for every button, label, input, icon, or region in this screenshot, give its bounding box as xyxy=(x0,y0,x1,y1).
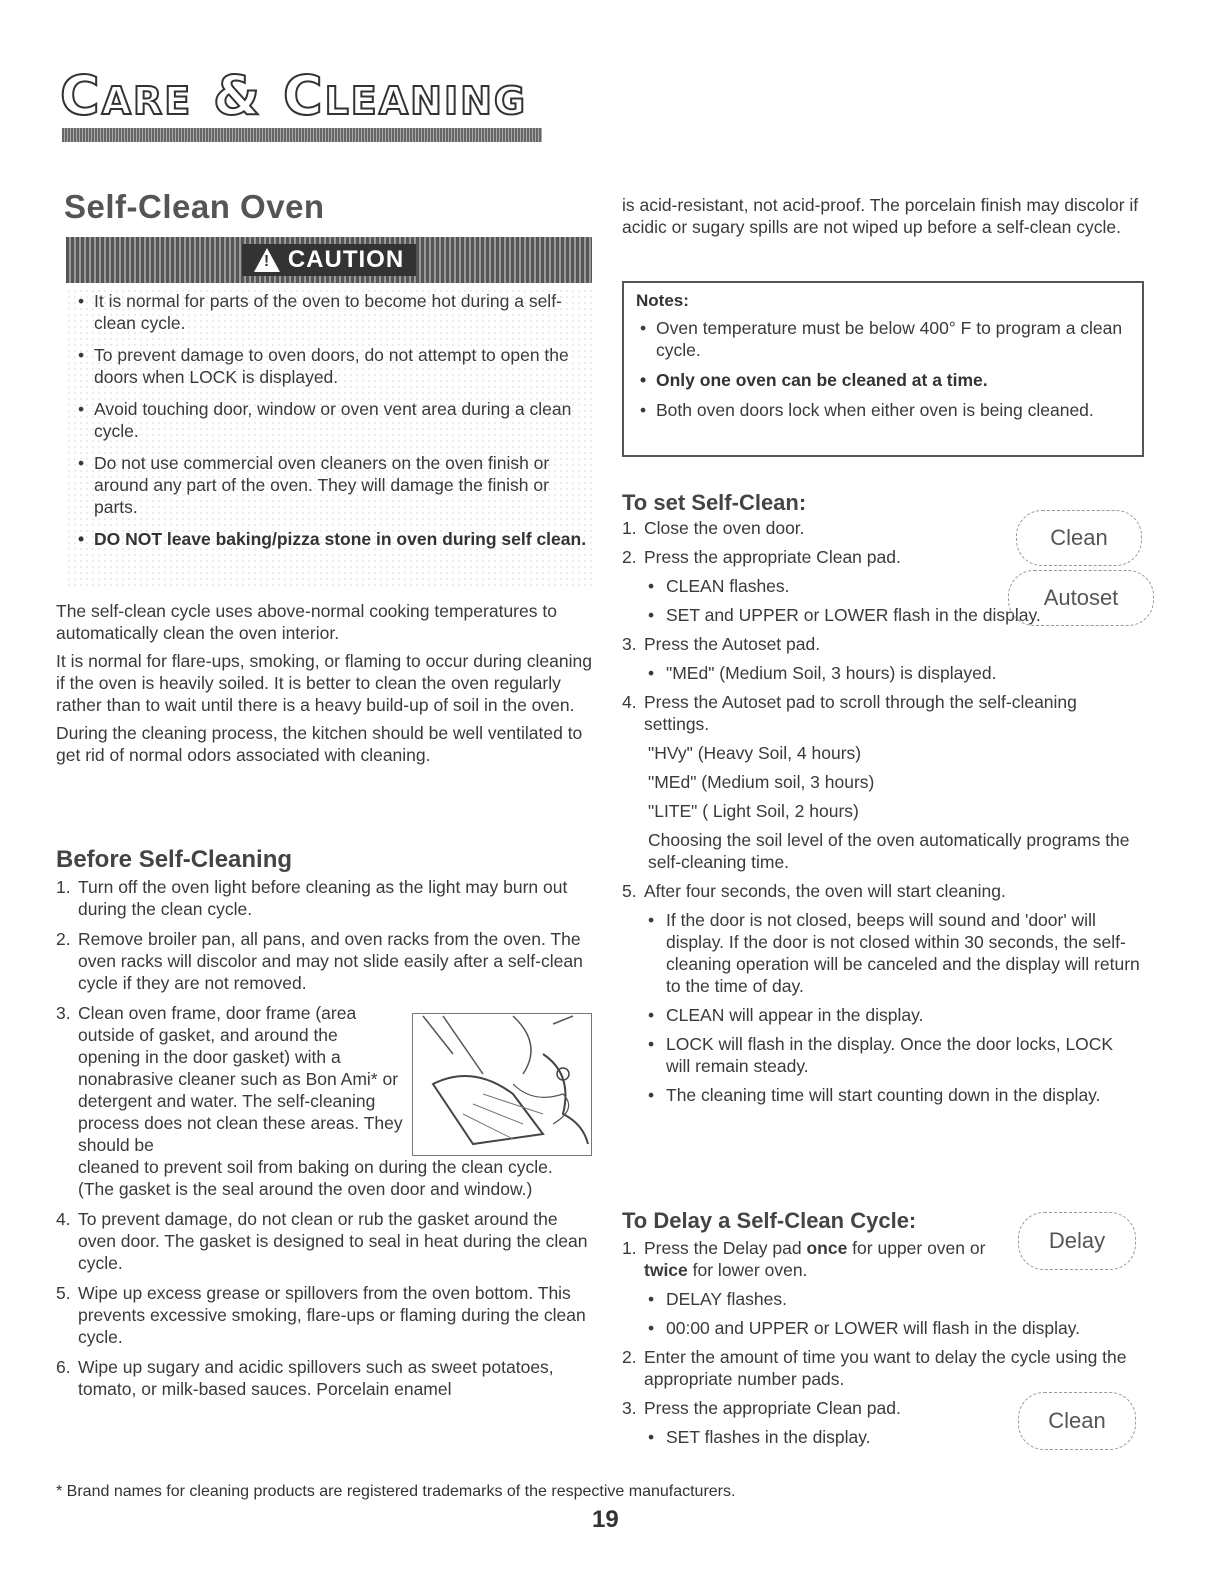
step: 1. Close the oven door. xyxy=(622,518,805,538)
step: 3. Press the appropriate Clean pad. xyxy=(622,1398,901,1418)
porcelain-continuation: is acid-resistant, not acid-proof. The porcelain finish may discolor if acidic or sugary spills are not wiped up before a self-clean cycle. xyxy=(622,195,1139,237)
caution-item: • Avoid touching door, window or oven vent area during a clean cycle. xyxy=(76,398,592,442)
item-number: 4. xyxy=(56,1209,71,1229)
step-text: Press the appropriate Clean pad. xyxy=(644,1398,901,1418)
item-text: To prevent damage, do not clean or rub the gasket around the oven door. The gasket is designed to seal in heat during the clean cycle. xyxy=(78,1209,588,1273)
caution-banner xyxy=(66,237,592,283)
step-bullet: • CLEAN will appear in the display. xyxy=(644,1004,1142,1026)
step-bullet: • CLEAN flashes. xyxy=(644,575,1142,597)
delay-pad: Delay xyxy=(1018,1212,1136,1270)
trademark-footnote: * Brand names for cleaning products are registered trademarks of the respective manufacturers. xyxy=(56,1483,736,1500)
step-bullet: • 00:00 and UPPER or LOWER will flash in the display. xyxy=(644,1317,1142,1339)
step-bullet: • SET and UPPER or LOWER flash in the display. xyxy=(644,604,1142,626)
gasket-drawing xyxy=(413,1014,591,1155)
step-text: Enter the amount of time you want to delay the cycle using the appropriate number pads. xyxy=(644,1347,1127,1389)
step-bullet: • DELAY flashes. xyxy=(644,1288,1142,1310)
item-number: 3. xyxy=(56,1003,71,1023)
delay-heading: To Delay a Self-Clean Cycle: xyxy=(622,1208,917,1233)
caution-item: • It is normal for parts of the oven to become hot during a self-clean cycle. xyxy=(76,290,592,334)
caution-item: • Do not use commercial oven cleaners on the oven finish or around any part of the oven. They will damage the finish or parts. xyxy=(76,452,592,518)
item-number: 2. xyxy=(56,929,71,949)
step-emphasis: twice xyxy=(644,1260,688,1280)
step-text: for lower oven. xyxy=(687,1260,808,1280)
step-text: Press the appropriate Clean pad. xyxy=(644,547,901,567)
paragraph: The self-clean cycle uses above-normal cooking temperatures to automatically clean the oven interior. xyxy=(56,601,557,643)
caution-list xyxy=(66,288,592,588)
soil-level: "MEd" (Medium soil, 3 hours) xyxy=(648,772,875,792)
item-text: Wipe up sugary and acidic spillovers such as sweet potatoes, tomato, or milk-based sauces. Porcelain enamel xyxy=(78,1357,554,1399)
page-title: Care & Cleaning xyxy=(60,64,528,127)
warning-icon: ! xyxy=(254,248,280,272)
clean-pad: Clean xyxy=(1018,1392,1136,1450)
intro-text xyxy=(56,600,596,766)
notes-title: Notes: xyxy=(636,291,689,310)
step: 3. Press the Autoset pad. xyxy=(622,634,821,654)
set-self-clean-heading: To set Self-Clean: xyxy=(622,490,807,515)
step-bullet: • SET flashes in the display. xyxy=(644,1426,1142,1448)
item-text: Clean oven frame, door frame (area outside of gasket, and around the opening in the door gasket) with a nonabrasive cleaner such as Bon Ami* or detergent and water. The self-cleaning process does not clean these areas. They should be xyxy=(78,1003,403,1155)
step: 2. Press the appropriate Clean pad. xyxy=(622,547,901,567)
item-text: cleaned to prevent soil from baking on during the clean cycle. (The gasket is the seal around the oven door and window.) xyxy=(78,1157,553,1199)
caution-item: • DO NOT leave baking/pizza stone in oven during self clean. xyxy=(76,528,592,550)
list-item xyxy=(56,1282,596,1348)
step-bullet: • "MEd" (Medium Soil, 3 hours) is displayed. xyxy=(644,662,1142,684)
gasket-cleaning-illustration xyxy=(412,1013,592,1156)
note-item: • Oven temperature must be below 400° F to program a clean cycle. xyxy=(636,317,1130,361)
step-text: Close the oven door. xyxy=(644,518,805,538)
page-number: 19 xyxy=(592,1506,619,1533)
step-text: Press the Autoset pad. xyxy=(644,634,821,654)
paragraph: During the cleaning process, the kitchen should be well ventilated to get rid of normal odors associated with cleaning. xyxy=(56,723,583,765)
step-bullet: • LOCK will flash in the display. Once the door locks, LOCK will remain steady. xyxy=(644,1033,1142,1077)
caution-item: • To prevent damage to oven doors, do not attempt to open the doors when LOCK is displayed. xyxy=(76,344,592,388)
caution-label: CAUTION xyxy=(287,246,405,273)
list-item xyxy=(56,1356,596,1400)
before-heading: Before Self-Cleaning xyxy=(56,846,293,873)
soil-level: "HVy" (Heavy Soil, 4 hours) xyxy=(648,743,862,763)
clean-pad: Clean xyxy=(1016,510,1142,566)
step-text: After four seconds, the oven will start cleaning. xyxy=(644,881,1006,901)
item-text: Remove broiler pan, all pans, and oven racks from the oven. The oven racks will discolor and may not slide easily after a self-clean cycle if they are not removed. xyxy=(78,929,583,993)
list-item xyxy=(56,1208,596,1274)
item-number: 1. xyxy=(56,877,71,897)
autoset-pad: Autoset xyxy=(1008,570,1154,626)
step-text: Press the Delay pad xyxy=(644,1238,807,1258)
step-bullet: • If the door is not closed, beeps will sound and 'door' will display. If the door is not closed within 30 seconds, the self-cleaning operation will be canceled and the display will return to the time of day. xyxy=(644,909,1142,997)
step-bullet: • The cleaning time will start counting down in the display. xyxy=(644,1084,1142,1106)
caution-label-box xyxy=(242,244,416,276)
step: 5. After four seconds, the oven will start cleaning. xyxy=(622,881,1006,901)
step: 2. Enter the amount of time you want to delay the cycle using the appropriate number pads. xyxy=(622,1347,1127,1389)
item-number: 5. xyxy=(56,1283,71,1303)
item-text: Wipe up excess grease or spillovers from the oven bottom. This prevents excessive smoking, flare-ups or flaming during the clean cycle. xyxy=(78,1283,586,1347)
title-rule xyxy=(62,128,542,142)
step: 4. Press the Autoset pad to scroll through the self-cleaning settings. xyxy=(622,692,1077,734)
item-number: 6. xyxy=(56,1357,71,1377)
soil-level: "LITE" ( Light Soil, 2 hours) xyxy=(648,801,859,821)
item-text: Turn off the oven light before cleaning as the light may burn out during the clean cycle. xyxy=(78,877,568,919)
notes-box xyxy=(622,281,1144,457)
step-text: for upper oven or xyxy=(847,1238,986,1258)
list-item xyxy=(56,928,596,994)
paragraph: It is normal for flare-ups, smoking, or flaming to occur during cleaning if the oven is heavily soiled. It is better to clean the oven regularly rather than to wait until there is a heavy build-up of soil in the oven. xyxy=(56,651,592,715)
step: 1. Press the Delay pad once for upper oven or twice for lower oven. xyxy=(622,1238,986,1280)
self-clean-heading: Self-Clean Oven xyxy=(64,188,325,225)
note-item: • Both oven doors lock when either oven is being cleaned. xyxy=(636,399,1130,421)
soil-note: Choosing the soil level of the oven automatically programs the self-cleaning time. xyxy=(648,830,1130,872)
list-item xyxy=(56,876,596,920)
step-emphasis: once xyxy=(806,1238,848,1258)
step-text: Press the Autoset pad to scroll through the self-cleaning settings. xyxy=(644,692,1077,734)
note-item: • Only one oven can be cleaned at a time. xyxy=(636,369,1130,391)
